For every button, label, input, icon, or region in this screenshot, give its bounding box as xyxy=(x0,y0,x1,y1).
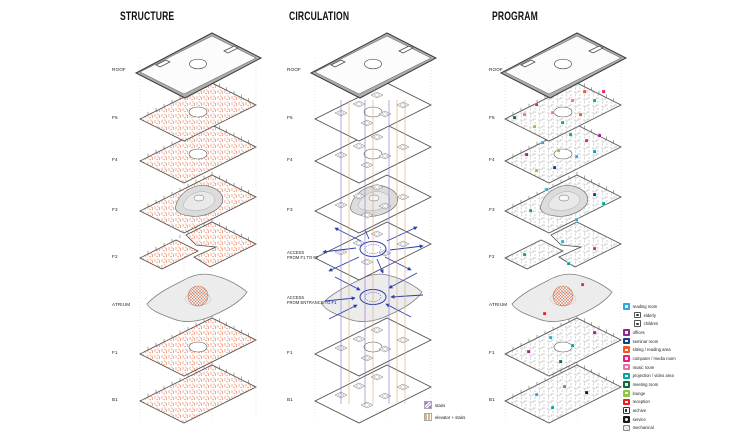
floor-label: ROOF xyxy=(112,67,126,72)
reading-room-icon xyxy=(623,303,630,310)
floor-label: B1 xyxy=(287,397,293,402)
floor-label: F1 xyxy=(112,350,118,355)
legend-row xyxy=(623,354,676,363)
legend-label: elevator + stairs xyxy=(435,414,466,420)
floor-label: F2 xyxy=(489,254,495,259)
service-icon xyxy=(623,416,630,423)
floor-label: F4 xyxy=(489,157,495,162)
column-title-circulation: CIRCULATION xyxy=(289,10,350,24)
legend-row xyxy=(623,345,676,354)
stairs-icon xyxy=(424,401,432,409)
floor-label: F3 xyxy=(112,207,118,212)
legend-label: elderly xyxy=(643,312,656,318)
lounge-icon xyxy=(623,390,630,397)
legend-label: mechanical xyxy=(632,425,654,431)
legend-label: reading room xyxy=(632,303,658,309)
annotation-line: ACCESS xyxy=(287,295,305,300)
legend-label: seminar room xyxy=(632,338,659,344)
legend-label: meeting room xyxy=(632,382,659,388)
legend-row xyxy=(623,363,676,372)
legend-label: offices xyxy=(632,329,645,335)
annotation-line: FROM ENTRANCE TO F1 xyxy=(287,300,337,306)
meeting-room-icon xyxy=(623,381,630,388)
floor-label: ATRIUM xyxy=(112,302,131,307)
floor-label: B1 xyxy=(112,397,118,402)
legend-row xyxy=(623,302,676,311)
column-title-structure: STRUCTURE xyxy=(120,10,175,24)
program-legend xyxy=(623,302,676,432)
floor-label: F2 xyxy=(112,254,118,259)
archive-icon xyxy=(623,407,630,414)
floor-label: ROOF xyxy=(489,67,503,72)
reception-icon xyxy=(623,399,630,406)
legend-row xyxy=(623,415,676,424)
legend-row xyxy=(623,406,676,415)
projection-video-area-icon xyxy=(623,373,630,380)
legend-row xyxy=(623,389,676,398)
legend-row xyxy=(623,372,676,381)
legend-label: children xyxy=(643,321,659,327)
mechanical-icon xyxy=(623,425,630,432)
legend-row xyxy=(634,311,676,320)
floor-label: F5 xyxy=(287,115,293,120)
access-annotation-entrance-f1 xyxy=(287,295,336,306)
floor-label: F1 xyxy=(287,350,293,355)
legend-label: projection / video area xyxy=(632,373,674,379)
seminar-room-icon xyxy=(623,338,630,345)
legend-label: reception xyxy=(632,399,650,405)
sitting-reading-area-icon xyxy=(623,346,630,353)
legend-row xyxy=(623,337,676,346)
legend-label: archive xyxy=(632,408,647,414)
floor-label: B1 xyxy=(489,397,495,402)
floor-label: F1 xyxy=(489,350,495,355)
children-icon xyxy=(634,320,641,327)
legend-row xyxy=(634,319,676,328)
legend-row-elevator-stairs xyxy=(424,411,465,423)
circulation-legend xyxy=(424,399,465,423)
floor-label: F5 xyxy=(112,115,118,120)
elevator-stairs-icon xyxy=(424,413,432,421)
floor-label: F4 xyxy=(287,157,293,162)
offices-icon xyxy=(623,329,630,336)
annotation-line: ACCESS xyxy=(287,250,305,255)
legend-row xyxy=(623,380,676,389)
elderly-icon xyxy=(634,312,641,319)
floor-label: F5 xyxy=(489,115,495,120)
floor-label: ATRIUM xyxy=(489,302,508,307)
legend-label: lounge xyxy=(632,390,646,396)
floor-label: F4 xyxy=(112,157,118,162)
legend-label: stairs xyxy=(435,402,446,408)
computer-media-room-icon xyxy=(623,355,630,362)
floor-label: F3 xyxy=(287,207,293,212)
legend-row-stairs xyxy=(424,399,465,411)
access-annotation-f1-f2 xyxy=(287,250,318,261)
legend-label: computer / media room xyxy=(632,355,676,361)
floor-label: ROOF xyxy=(287,67,301,72)
legend-label: music room xyxy=(632,364,655,370)
legend-label: service xyxy=(632,416,646,422)
column-title-program: PROGRAM xyxy=(492,10,538,24)
legend-row xyxy=(623,328,676,337)
floor-label: F3 xyxy=(489,207,495,212)
annotation-line: FROM F1 TO F2 xyxy=(287,255,319,261)
legend-row xyxy=(623,398,676,407)
legend-row xyxy=(623,424,676,433)
legend-label: sitting / reading area xyxy=(632,347,671,353)
music-room-icon xyxy=(623,364,630,371)
